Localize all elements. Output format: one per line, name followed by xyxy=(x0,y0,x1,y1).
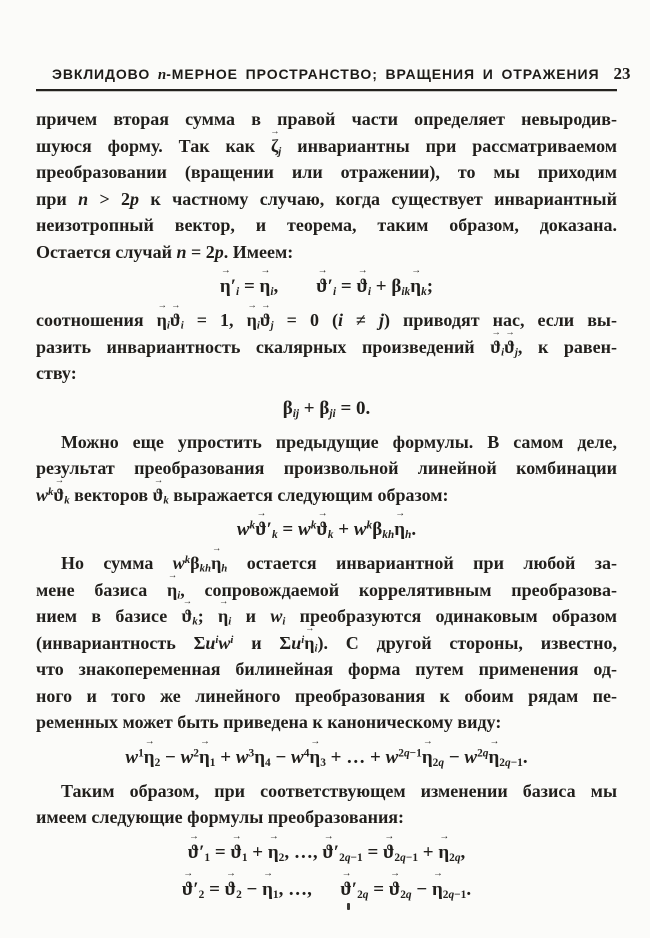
text-line: шуюся форму. Так как → $\zeta_j$ инвариантны при рассматриваемом xyxy=(36,126,618,158)
formula-line: $w^k$ → $ϑ'_k = w^k$ → $ϑ_k + w^k\beta_{kh}$ → $\eta_h$. xyxy=(236,508,417,541)
text-line: $w^k$ → $ϑ_k$ векторов → $ϑ_k$ выражается следующим образом: xyxy=(36,475,449,507)
page-body xyxy=(36,106,617,905)
text-line: преобразовании (вращении или отражении), то мы приходим xyxy=(36,162,617,182)
header-rule xyxy=(36,89,617,91)
formula-line: → $ϑ'_1$ = → $ϑ_1$ + → $\eta_2$, …, → $ϑ'_{2q-1}$ = → $ϑ_{2q-1}$ + → $\eta_{2q}$, xyxy=(187,830,466,864)
formula-line: → $ϑ'_2$ = → $ϑ_2$ − → $\eta_1$, …, → $ϑ'_{2q}$ = → $ϑ_{2q}$ − → $\eta_{2q-1}$. xyxy=(181,867,472,901)
text-line: ременных может быть приведена к каноническому виду: xyxy=(36,712,502,732)
text-line: ству: xyxy=(36,363,77,383)
text-line: (инвариантность $\Sigma u^iw^i$ и $\Sigma u^i$ → $\eta_i$). С другой стороны, известно, xyxy=(36,623,617,655)
text-line: при n > 2p к частному случаю, когда существует инвариантный xyxy=(36,188,617,209)
formula-line: → $\eta'_i$ = → $\eta_i$, → $ϑ'_i$ = → $ϑ_i + \beta_{ik}$ → $\eta_k$; xyxy=(219,265,434,298)
running-header xyxy=(36,64,631,84)
text-line: результат преобразования произвольной линейной комбинации xyxy=(36,458,617,478)
text-line: мене базиса → $\eta_i$, сопровождаемой коррелятивным преобразова- xyxy=(36,570,617,602)
text-line: Но сумма $w^k\beta_{kh}$ → $\eta_h$ остается инвариантной при любой за- xyxy=(61,544,617,575)
formula-line: $\beta_{ij} + \beta_{ji} = 0$. xyxy=(282,397,371,420)
text-line: неизотропный вектор, и теорема, таким образом, доказана. xyxy=(36,215,617,235)
text-line: разить инвариантность скалярных произведений → $ϑ_i$ → $ϑ_j$, к равен- xyxy=(36,327,617,359)
text-line: Можно еще упростить предыдущие формулы. В самом деле, xyxy=(61,431,617,452)
text-line: соотношения → $\eta_i$ → $ϑ_i = 1$, → $\eta_i$ → $ϑ_j = 0$ (i ≠ j) приводят нас, если вы- xyxy=(36,301,617,332)
scan-speck xyxy=(347,903,350,910)
text-line: нием в базисе → $ϑ_k$; → $\eta_i$ и $w_i$ преобразуются одинаковым образом xyxy=(36,597,617,628)
text-line: что знакопеременная билинейная форма путем применения од- xyxy=(36,659,617,679)
text-line: Таким образом, при соответствующем изменении базиса мы xyxy=(61,780,617,801)
text-line: ного и того же линейного преобразования к обоим рядам пе- xyxy=(36,685,617,706)
page-number: 23 xyxy=(613,64,631,83)
text-line: причем вторая сумма в правой части определяет невыродив- xyxy=(36,109,617,129)
text-line: Остается случай n = 2p. Имеем: xyxy=(36,241,294,262)
chapter-title: ЭВКЛИДОВО n-МЕРНОЕ ПРОСТРАНСТВО; ВРАЩЕНИЯ И ОТРАЖЕНИЯ xyxy=(52,66,600,83)
text-line: имеем следующие формулы преобразования: xyxy=(36,807,405,827)
formula-line: $w^1$ → $\eta_2 - w^2$ → $\eta_1 + w^3\eta_4 - w^4$ → $\eta_3$ + … + $w^{2q-1}$ → $\eta_{2q} - w^{2q}$ → $\eta_{2q-1}$. xyxy=(125,735,528,769)
